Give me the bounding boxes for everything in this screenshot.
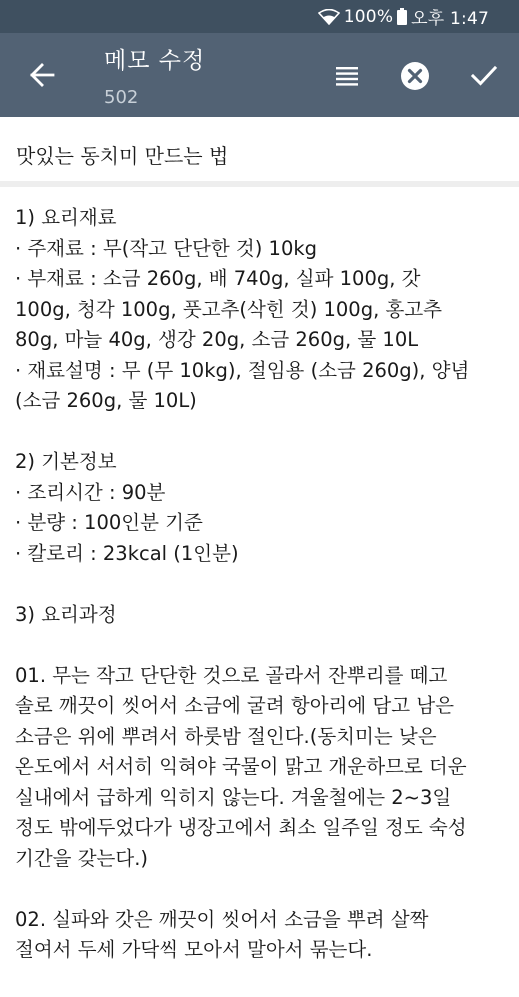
title-divider [0, 181, 519, 187]
memo-line: 100g, 청각 100g, 풋고추(삭힌 것) 100g, 홍고추 [15, 297, 443, 321]
cancel-button[interactable] [396, 57, 434, 95]
memo-title-field[interactable]: 맛있는 동치미 만드는 법 [16, 144, 229, 168]
back-button[interactable] [24, 57, 60, 93]
memo-line [15, 417, 510, 448]
memo-line: 온도에서 서서히 익혀야 국물이 맑고 개운하므로 더운 [15, 755, 467, 778]
memo-line: · 주재료 : 무(작고 단단한 것) 10kg [15, 236, 318, 260]
memo-line: 정도 밖에두었다가 냉장고에서 최소 일주일 정도 숙성 [15, 816, 467, 839]
memo-line: · 분량 : 100인분 기준 [15, 511, 203, 534]
memo-line: 솔로 깨끗이 씻어서 소금에 굴려 항아리에 담고 남은 [15, 694, 454, 717]
memo-line: · 부재료 : 소금 260g, 배 740g, 실파 100g, 갓 [15, 267, 421, 290]
memo-line: 80g, 마늘 40g, 생강 20g, 소금 260g, 물 10L [15, 328, 419, 351]
memo-body-field[interactable] [15, 203, 510, 966]
app-bar [0, 33, 519, 117]
battery-percent: 100% [343, 6, 394, 27]
check-icon [470, 64, 498, 88]
battery-icon [397, 8, 407, 25]
memo-line: (소금 260g, 물 10L) [15, 389, 197, 412]
memo-line: · 칼로리 : 23kcal (1인분) [15, 541, 239, 565]
memo-line: 2) 기본정보 [15, 450, 117, 473]
memo-line: · 조리시간 : 90분 [15, 480, 166, 504]
memo-line: 기간을 갖는다.) [15, 846, 149, 870]
memo-line: 실내에서 급하게 익히지 않는다. 겨울철에는 2~3일 [15, 785, 452, 809]
arrow-back-icon [29, 62, 55, 88]
memo-line: 1) 요리재료 [15, 206, 117, 229]
save-button[interactable] [465, 57, 503, 95]
memo-line: · 재료설명 : 무 (무 10kg), 절임용 (소금 260g), 양념 [15, 358, 470, 382]
title-block [104, 46, 205, 111]
format-button[interactable] [328, 57, 366, 95]
memo-line: 01. 무는 작고 단단한 것으로 골라서 잔뿌리를 떼고 [15, 663, 448, 687]
memo-line [15, 569, 510, 600]
cancel-icon [400, 61, 430, 91]
status-bar [0, 0, 519, 33]
memo-number: 502 [104, 87, 139, 108]
wifi-icon [318, 9, 340, 25]
format-list-icon [335, 66, 359, 86]
memo-line [15, 874, 510, 905]
memo-line: 02. 실파와 갓은 깨끗이 씻어서 소금을 뿌려 살짝 [15, 907, 429, 931]
memo-line: 3) 요리과정 [15, 602, 117, 626]
memo-line [15, 630, 510, 661]
page-title: 메모 수정 [104, 48, 206, 74]
memo-line: 절여서 두세 가닥씩 모아서 말아서 묶는다. [15, 938, 373, 961]
memo-line: 소금은 위에 뿌려서 하룻밤 절인다.(동치미는 낮은 [15, 724, 437, 748]
clock: 오후 1:47 [411, 9, 489, 29]
